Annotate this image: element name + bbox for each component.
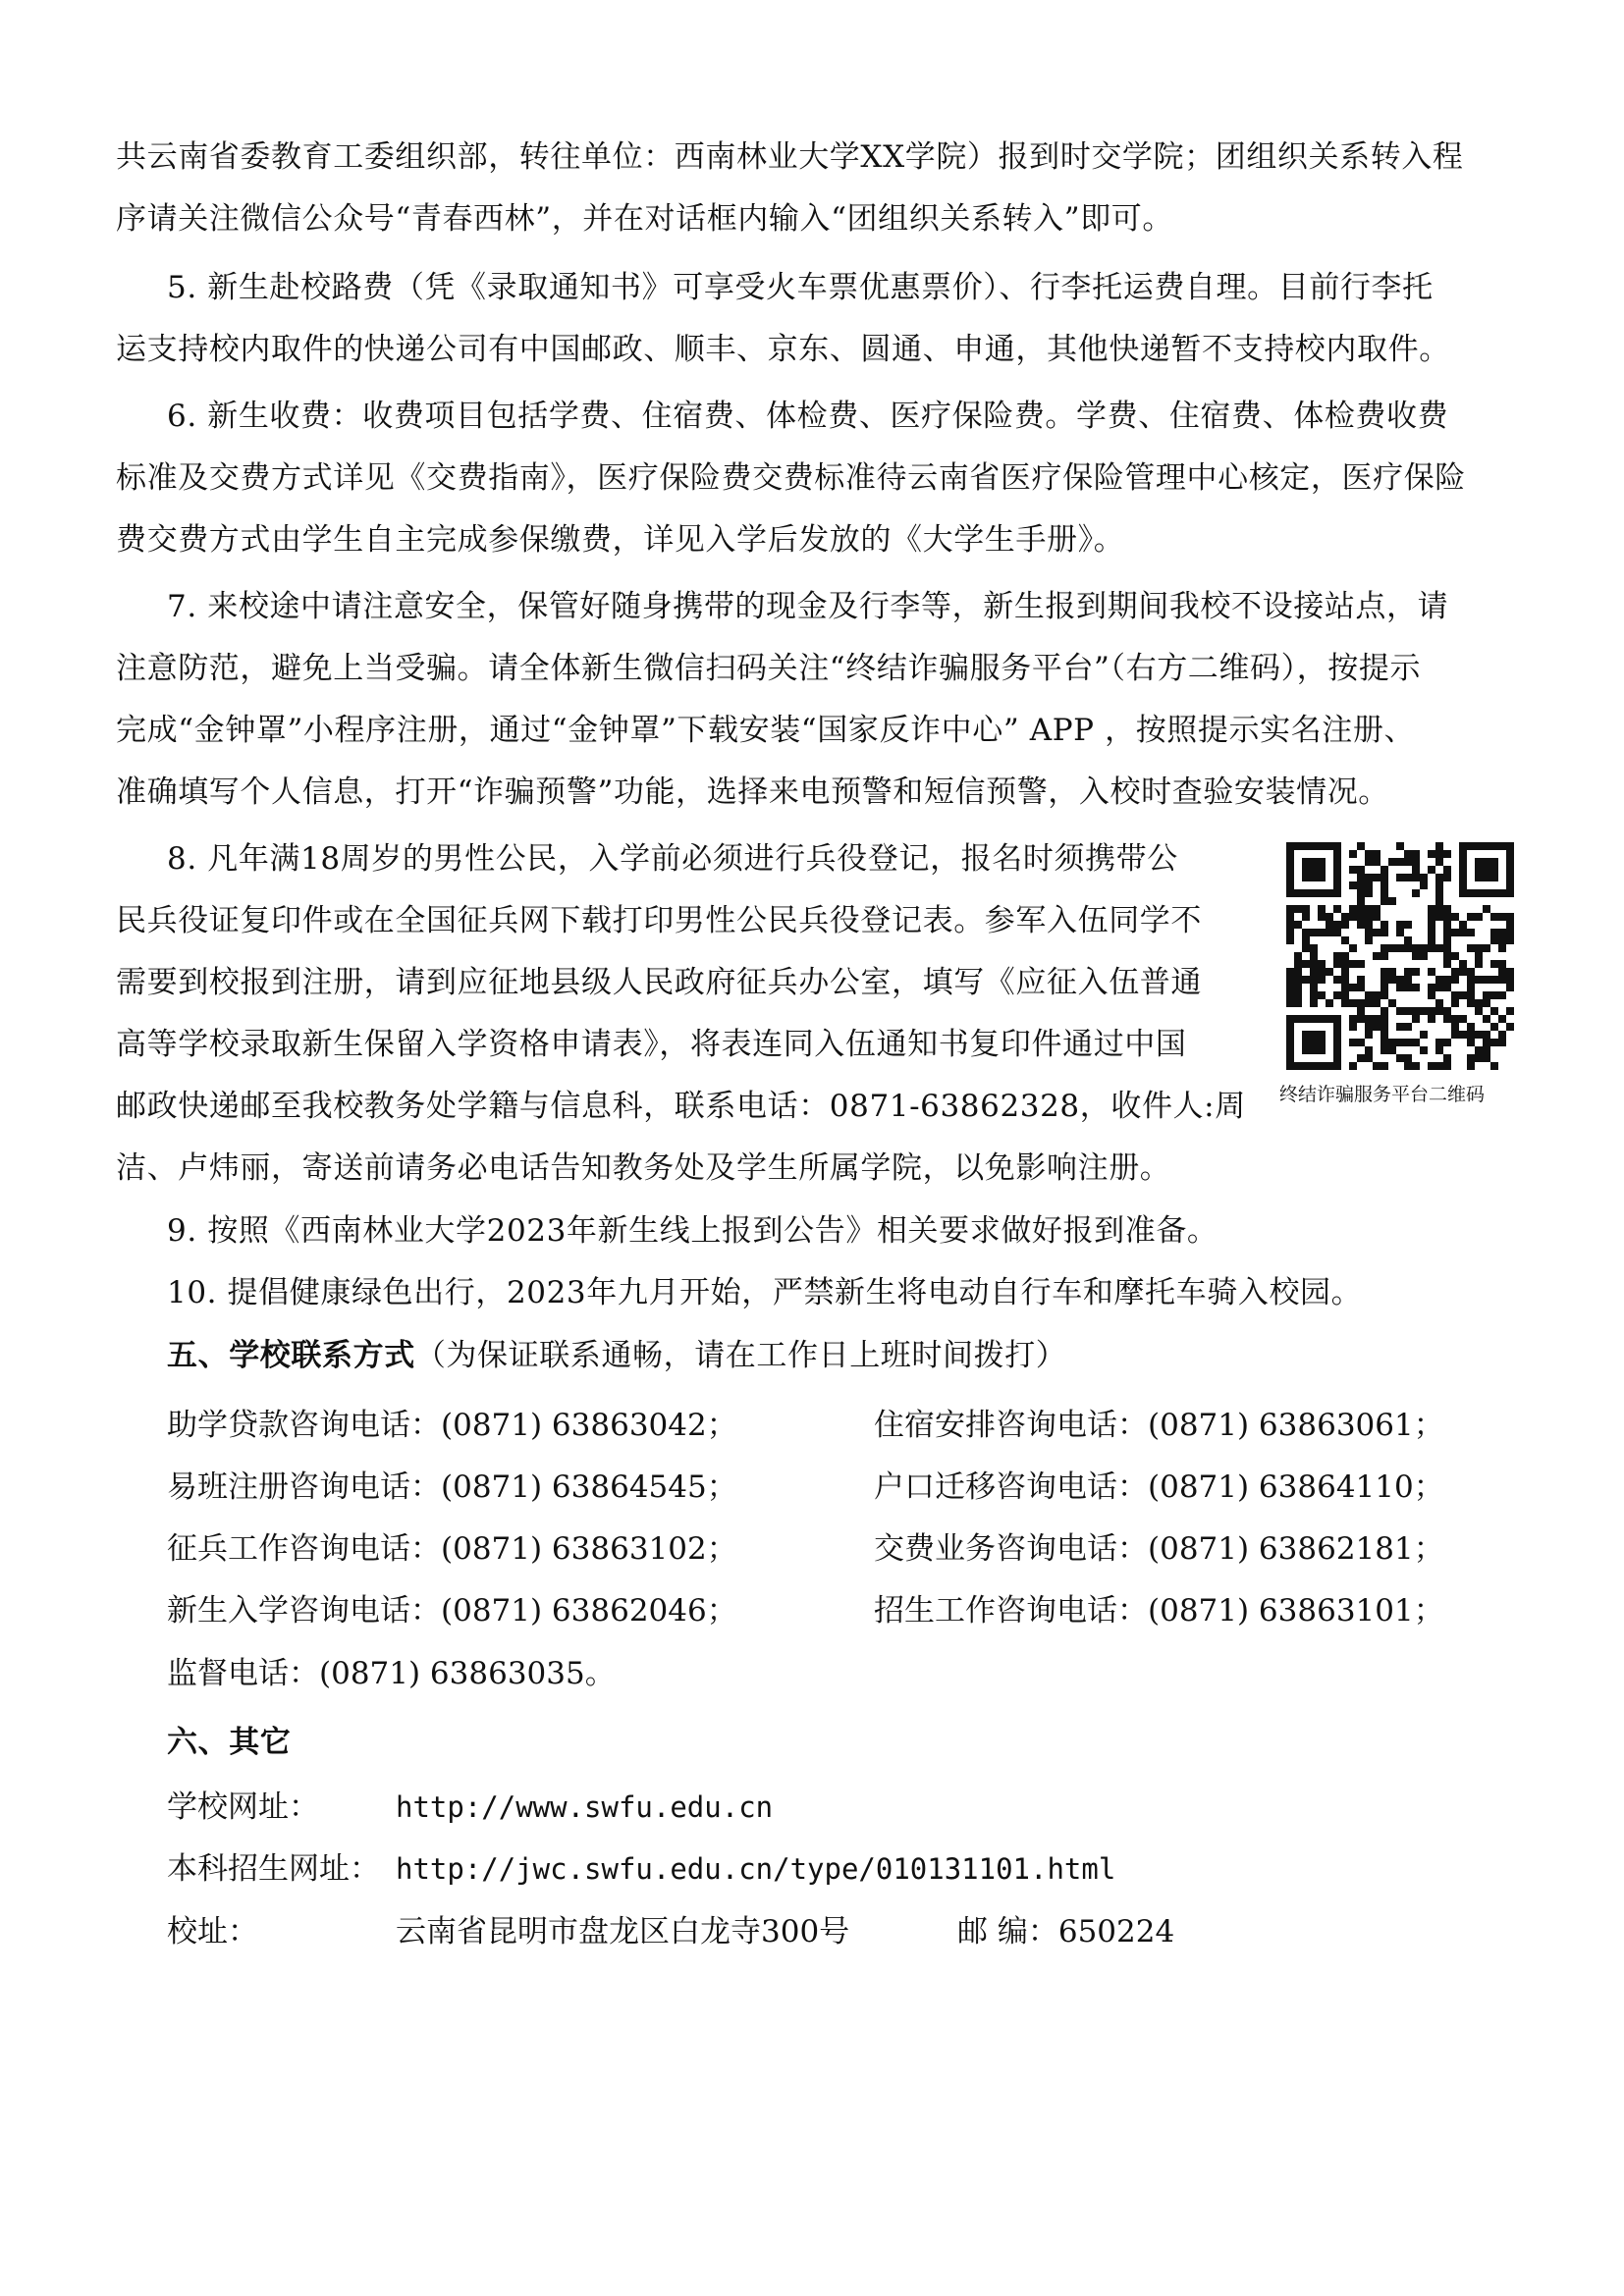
paragraph-line: 共云南省委教育工委组织部，转往单位：西南林业大学XX学院）报到时交学院；团组织关系转入程 [116,139,1464,175]
paragraph-line: 9. 按照《西南林业大学2023年新生线上报到公告》相关要求做好报到准备。 [167,1213,1218,1249]
address-value: 云南省昆明市盘龙区白龙寺300号 [396,1914,850,1949]
supervise-text: 监督电话：(0871) 63863035。 [167,1656,616,1691]
contact-item: 招生工作咨询电话：(0871) 63863101； [874,1593,1444,1629]
contact-item: 户口迁移咨询电话：(0871) 63864110； [874,1469,1444,1505]
paragraph-line: 8. 凡年满18周岁的男性公民，入学前必须进行兵役登记，报名时须携带公 [167,841,1178,877]
paragraph-line: 7. 来校途中请注意安全，保管好随身携带的现金及行李等，新生报到期间我校不设接站点，请 [167,589,1449,624]
admission-link[interactable]: http://jwc.swfu.edu.cn/type/010131101.html [396,1852,1116,1886]
paragraph-line: 需要到校报到注册，请到应征地县级人民政府征兵办公室，填写《应征入伍普通 [116,965,1202,1000]
section5-title [167,1336,1581,1375]
paragraph-line: 邮政快递邮至我校教务处学籍与信息科，联系电话：0871-63862328，收件人:周 [116,1089,1246,1124]
contact-item: 新生入学咨询电话：(0871) 63862046； [167,1593,737,1629]
contact-item: 住宿安排咨询电话：(0871) 63863061； [874,1408,1444,1443]
paragraph-line: 洁、卢炜丽，寄送前请务必电话告知教务处及学生所属学院，以免影响注册。 [116,1150,1171,1186]
zip-code: 邮 编：650224 [957,1914,1175,1949]
contact-item: 易班注册咨询电话：(0871) 63864545； [167,1469,737,1505]
paragraph-line: 准确填写个人信息，打开“诈骗预警”功能，选择来电预警和短信预警，入校时查验安装情况。 [116,774,1389,810]
paragraph-line: 高等学校录取新生保留入学资格申请表》，将表连同入伍通知书复印件通过中国 [116,1027,1187,1062]
paragraph-line: 运支持校内取件的快递公司有中国邮政、顺丰、京东、圆通、申通，其他快递暂不支持校内取件。 [116,332,1450,367]
paragraph-line: 费交费方式由学生自主完成参保缴费，详见入学后发放的《大学生手册》。 [116,522,1125,558]
paragraph-line: 5. 新生赴校路费（凭《录取通知书》可享受火车票优惠票价）、行李托运费自理。目前行李托 [167,270,1434,305]
address-label: 校址： [167,1914,258,1949]
paragraph-line: 注意防范，避免上当受骗。请全体新生微信扫码关注“终结诈骗服务平台”（右方二维码），按提示 [116,651,1422,686]
section5-note: （为保证联系通畅，请在工作日上班时间拨打） [414,1338,1067,1373]
website-label: 学校网址： [167,1789,319,1825]
paragraph-line: 6. 新生收费：收费项目包括学费、住宿费、体检费、医疗保险费。学费、住宿费、体检费收费 [167,399,1449,434]
qr-caption: 终结诈骗服务平台二维码 [1279,1084,1486,1105]
section6-heading: 六、其它 [167,1725,292,1760]
admission-label: 本科招生网址： [167,1851,380,1887]
contact-item: 助学贷款咨询电话：(0871) 63863042； [167,1408,737,1443]
qr-code-icon[interactable] [1286,842,1514,1070]
paragraph-line: 完成“金钟罩”小程序注册，通过“金钟罩”下载安装“国家反诈中心” APP ，按照提示实名注册、 [116,713,1416,748]
paragraph-line: 民兵役证复印件或在全国征兵网下载打印男性公民兵役登记表。参军入伍同学不 [116,903,1202,938]
paragraph-line: 10. 提倡健康绿色出行，2023年九月开始，严禁新生将电动自行车和摩托车骑入校园。 [167,1275,1363,1310]
paragraph-line: 序请关注微信公众号“青春西林”，并在对话框内输入“团组织关系转入”即可。 [116,201,1173,237]
paragraph-line: 标准及交费方式详见《交费指南》，医疗保险费交费标准待云南省医疗保险管理中心核定，医疗保险 [116,460,1466,496]
contact-item: 交费业务咨询电话：(0871) 63862181； [874,1531,1444,1567]
section5-heading: 五、学校联系方式 [167,1338,415,1373]
website-link[interactable]: http://www.swfu.edu.cn [396,1790,774,1824]
contact-item: 征兵工作咨询电话：(0871) 63863102； [167,1531,737,1567]
